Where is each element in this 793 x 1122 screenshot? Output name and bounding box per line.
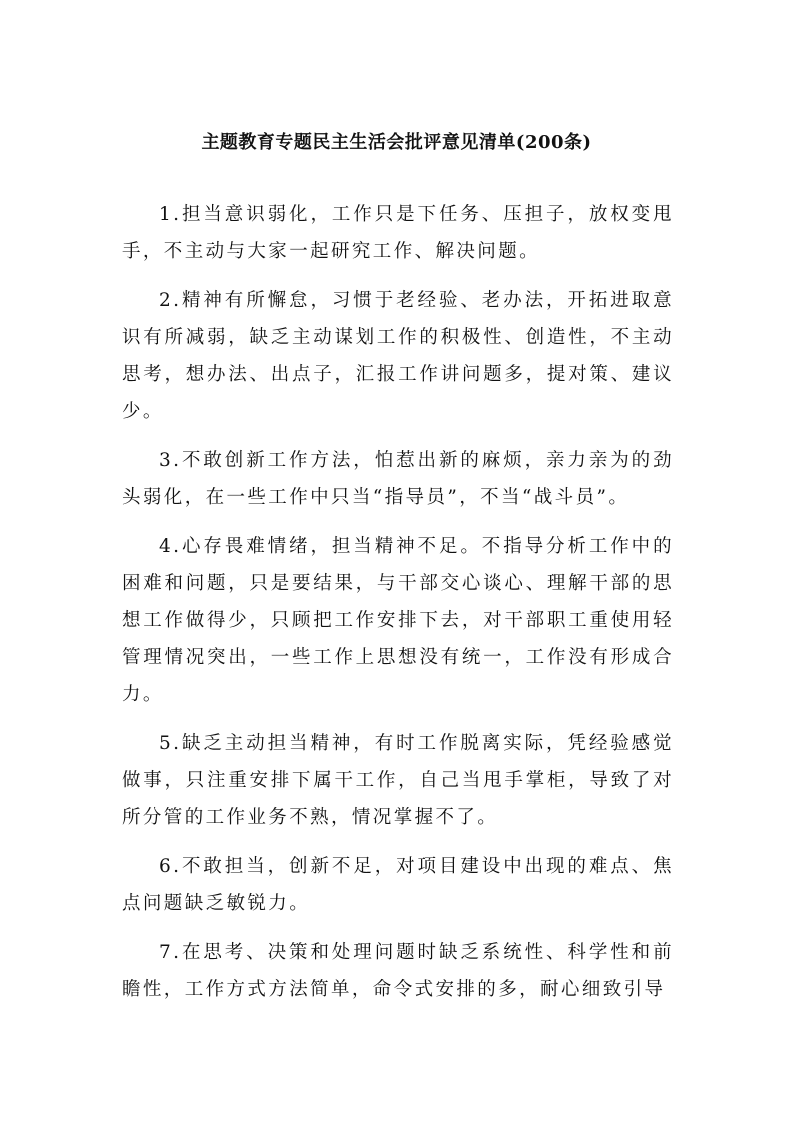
paragraph-item-6: 6.不敢担当，创新不足，对项目建设中出现的难点、焦点问题缺乏敏锐力。 [122,856,674,914]
document-title: 主题教育专题民主生活会批评意见清单(200条) [201,132,592,153]
paragraph-item-7: 7.在思考、决策和处理问题时缺乏系统性、科学性和前瞻性，工作方式方法简单，命令式安排的多，耐心细致引导 [122,942,674,1000]
paragraph-item-4: 4.心存畏难情绪，担当精神不足。不指导分析工作中的困难和问题，只是要结果，与干部交心谈心、理解干部的思想工作做得少，只顾把工作安排下去，对干部职工重使用轻管理情况突出，一些工作上思想没有统一，工作没有形成合力。 [122,536,674,705]
paragraph-item-1: 1.担当意识弱化，工作只是下任务、压担子，放权变甩手，不主动与大家一起研究工作、解决问题。 [122,204,674,262]
paragraph-item-2: 2.精神有所懈怠，习惯于老经验、老办法，开拓进取意识有所减弱，缺乏主动谋划工作的积极性、创造性，不主动思考，想办法、出点子，汇报工作讲问题多，提对策、建议少。 [122,290,674,422]
document-body [122,196,674,1020]
paragraph-item-3: 3.不敢创新工作方法，怕惹出新的麻烦，亲力亲为的劲头弱化，在一些工作中只当“指导员”，不当“战斗员”。 [122,450,674,508]
paragraph-item-5: 5.缺乏主动担当精神，有时工作脱离实际，凭经验感觉做事，只注重安排下属干工作，自己当甩手掌柜，导致了对所分管的工作业务不熟，情况掌握不了。 [122,733,674,828]
